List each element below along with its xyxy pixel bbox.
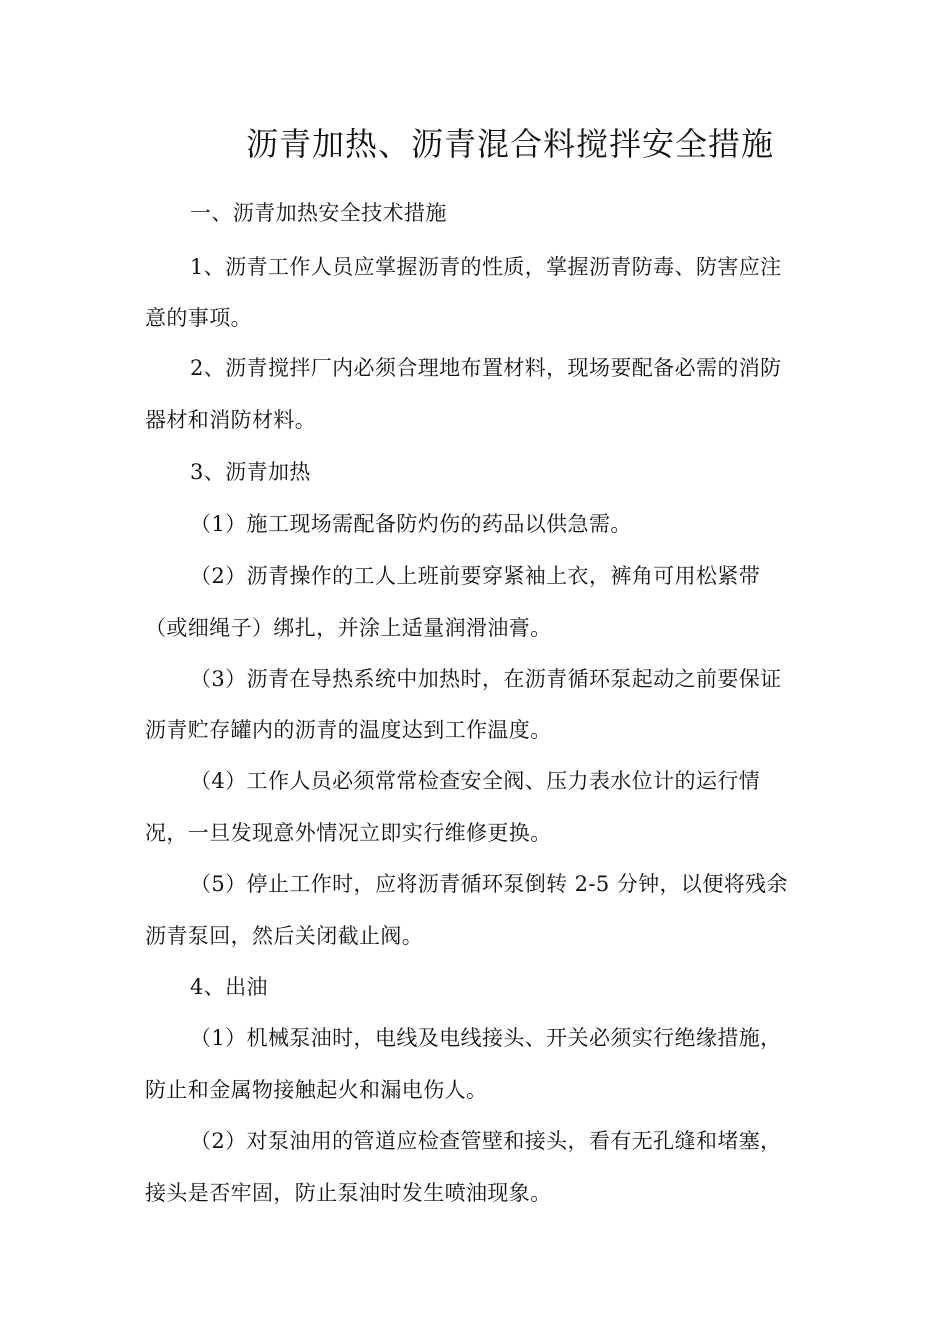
paragraph-line: （5）停止工作时，应将沥青循环泵倒转 2-5 分钟，以便将残余 [190,872,788,896]
paragraph-line: （3）沥青在导热系统中加热时，在沥青循环泵起动之前要保证 [190,667,782,691]
paragraph-line: 防止和金属物接触起火和漏电伤人。 [145,1078,488,1102]
paragraph-line: 意的事项。 [145,306,252,330]
paragraph-line: 沥青贮存罐内的沥青的温度达到工作温度。 [145,718,552,742]
paragraph-line: 况，一旦发现意外情况立即实行维修更换。 [145,821,552,845]
subsection-heading: 4、出油 [190,975,268,999]
paragraph-line: （1）机械泵油时，电线及电线接头、开关必须实行绝缘措施， [190,1026,782,1050]
section-heading: 一、沥青加热安全技术措施 [190,201,447,225]
paragraph-line: （4）工作人员必须常常检查安全阀、压力表水位计的运行情 [190,769,761,793]
paragraph-line: 1、沥青工作人员应掌握沥青的性质，掌握沥青防毒、防害应注 [190,255,782,279]
document-title: 沥青加热、沥青混合料搅拌安全措施 [245,125,774,163]
paragraph-line: （2）沥青操作的工人上班前要穿紧袖上衣，裤角可用松紧带 [190,564,761,588]
subsection-heading: 3、沥青加热 [190,460,311,484]
paragraph-line: 沥青泵回，然后关闭截止阀。 [145,924,424,948]
paragraph-line: （或细绳子）绑扎，并涂上适量润滑油膏。 [145,616,552,640]
paragraph-line: （2）对泵油用的管道应检查管壁和接头，看有无孔缝和堵塞， [190,1129,782,1153]
paragraph-line: 2、沥青搅拌厂内必须合理地布置材料，现场要配备必需的消防 [190,356,782,380]
paragraph-line: 器材和消防材料。 [145,408,317,432]
paragraph-line: （1）施工现场需配备防灼伤的药品以供急需。 [190,512,632,536]
paragraph-line: 接头是否牢固，防止泵油时发生喷油现象。 [145,1181,552,1205]
